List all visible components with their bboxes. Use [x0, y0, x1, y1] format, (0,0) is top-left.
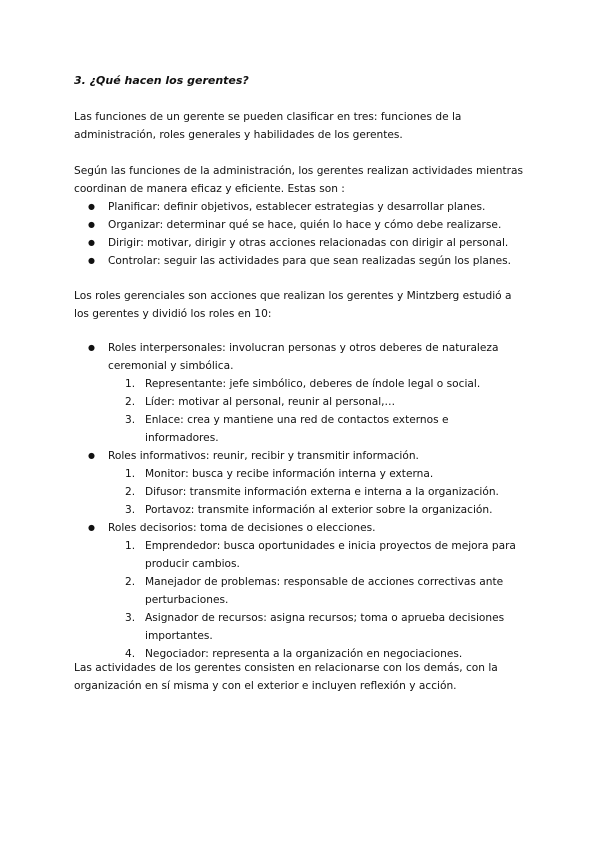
functions-section — [74, 162, 524, 270]
role-sublist — [108, 537, 524, 663]
role-item: 2. Manejador de problemas: responsable de acciones correctivas ante perturbaciones. — [125, 576, 504, 606]
function-item-organizar: ● Organizar: determinar qué se hace, quién lo hace y cómo debe realizarse. — [74, 216, 524, 234]
role-group-interpersonal — [74, 339, 524, 447]
role-item: 1. Monitor: busca y recibe información interna y externa. — [125, 468, 434, 480]
role-item: 2. Difusor: transmite información externa e interna a la organización. — [125, 486, 499, 498]
role-item: 1. Representante: jefe simbólico, deberes de índole legal o social. — [125, 378, 481, 390]
function-item-controlar: ● Controlar: seguir las actividades para que sean realizadas según los planes. — [74, 252, 524, 270]
intro-paragraph: Las funciones de un gerente se pueden clasificar en tres: funciones de la administración, roles generales y habilidades de los gerentes. — [74, 111, 462, 141]
role-sublist — [108, 465, 524, 519]
role-group-label: Roles decisorios: toma de decisiones o elecciones. — [108, 522, 376, 534]
role-group-decisional — [74, 519, 524, 663]
role-group-label: Roles interpersonales: involucran personas y otros deberes de naturaleza ceremonial y simbólica. — [108, 342, 499, 372]
functions-intro-paragraph: Según las funciones de la administración, los gerentes realizan actividades mientras coordinan de manera eficaz y eficiente. Estas son : — [74, 165, 523, 195]
function-item-planificar: ● Planificar: definir objetivos, establecer estrategias y desarrollar planes. — [74, 198, 524, 216]
role-item: 3. Asignador de recursos: asigna recursos; toma o aprueba decisiones importantes. — [125, 612, 505, 642]
role-item: 4. Negociador: representa a la organización en negociaciones. — [125, 648, 463, 660]
role-group-label: Roles informativos: reunir, recibir y transmitir información. — [108, 450, 419, 462]
functions-list — [74, 198, 524, 270]
role-group-informative — [74, 447, 524, 519]
role-sublist — [108, 375, 524, 447]
role-item: 3. Portavoz: transmite información al exterior sobre la organización. — [125, 504, 493, 516]
conclusion-paragraph: Las actividades de los gerentes consisten en relacionarse con los demás, con la organización en sí misma y con el exterior e incluyen reflexión y acción. — [74, 662, 498, 692]
role-item: 2. Líder: motivar al personal, reunir al personal,… — [125, 396, 396, 408]
role-item: 1. Emprendedor: busca oportunidades e inicia proyectos de mejora para producir cambios. — [125, 540, 516, 570]
section-heading: 3. ¿Qué hacen los gerentes? — [74, 74, 249, 87]
function-item-dirigir: ● Dirigir: motivar, dirigir y otras acciones relacionadas con dirigir al personal. — [74, 234, 524, 252]
roles-intro-paragraph: Los roles gerenciales son acciones que realizan los gerentes y Mintzberg estudió a los gerentes y dividió los roles en 10: — [74, 290, 512, 320]
roles-list — [74, 339, 524, 663]
role-item: 3. Enlace: crea y mantiene una red de contactos externos e informadores. — [125, 414, 449, 444]
